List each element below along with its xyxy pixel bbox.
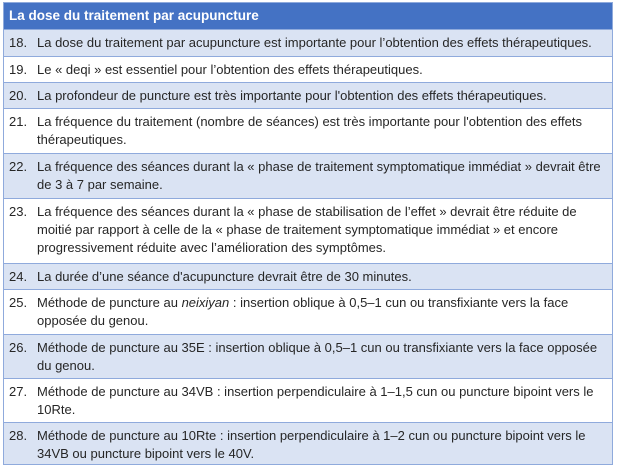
row-number: 18. <box>9 35 28 50</box>
table-row <box>4 56 612 82</box>
table-row <box>4 153 612 198</box>
row-text <box>37 294 612 330</box>
row-number: 19. <box>9 62 28 77</box>
table-row <box>4 378 612 422</box>
row-text-italic: neixiyan <box>181 295 230 310</box>
table-row <box>4 422 612 464</box>
row-number: 21. <box>9 114 28 129</box>
row-text: La profondeur de puncture est très importante pour l'obtention des effets thérapeutiques. <box>37 88 547 103</box>
recommendations-table <box>3 2 613 465</box>
row-number: 22. <box>9 159 28 174</box>
row-text: La fréquence des séances durant la « phase de stabilisation de l’effet » devrait être réduite de moitié par rapport à celle de la « phase de traitement symptomatique immédiat » et encore progressivement réduite avec l’amélioration des symptômes. <box>37 204 577 255</box>
table-row <box>4 29 612 56</box>
row-number: 20. <box>9 88 28 103</box>
row-text-before: Méthode de puncture au <box>37 295 182 310</box>
table-row <box>4 263 612 289</box>
row-text: Méthode de puncture au 34VB : insertion perpendiculaire à 1–1,5 cun ou puncture bipoint vers le 10Rte. <box>37 384 594 417</box>
row-text: Méthode de puncture au 35E : insertion oblique à 0,5–1 cun ou transfixiante vers la face opposée du genou. <box>37 340 598 373</box>
row-text: La fréquence des séances durant la « phase de traitement symptomatique immédiat » devrait être de 3 à 7 par semaine. <box>37 159 601 192</box>
row-text: Le « deqi » est essentiel pour l’obtention des effets thérapeutiques. <box>37 62 423 77</box>
table-row <box>4 289 612 334</box>
table-row <box>4 82 612 108</box>
row-number: 25. <box>9 295 28 310</box>
table-title: La dose du traitement par acupuncture <box>4 3 612 29</box>
table-row <box>4 198 612 263</box>
row-text: La dose du traitement par acupuncture est importante pour l’obtention des effets thérapeutiques. <box>37 35 592 50</box>
row-text: La fréquence du traitement (nombre de séances) est très importante pour l'obtention des effets thérapeutiques. <box>37 114 582 147</box>
table-row <box>4 334 612 378</box>
row-text-after: : insertion oblique à 0,5–1 cun ou transfixiante vers la face opposée du genou. <box>37 295 569 328</box>
row-text: Méthode de puncture au 10Rte : insertion perpendiculaire à 1–2 cun ou puncture bipoint vers le 34VB ou puncture bipoint vers le 40V. <box>37 428 586 461</box>
table-row <box>4 108 612 153</box>
row-number: 23. <box>9 204 28 219</box>
row-number: 24. <box>9 269 28 284</box>
row-number: 27. <box>9 384 28 399</box>
row-text: La durée d’une séance d'acupuncture devrait être de 30 minutes. <box>37 269 412 284</box>
row-number: 26. <box>9 340 28 355</box>
row-number: 28. <box>9 428 28 443</box>
